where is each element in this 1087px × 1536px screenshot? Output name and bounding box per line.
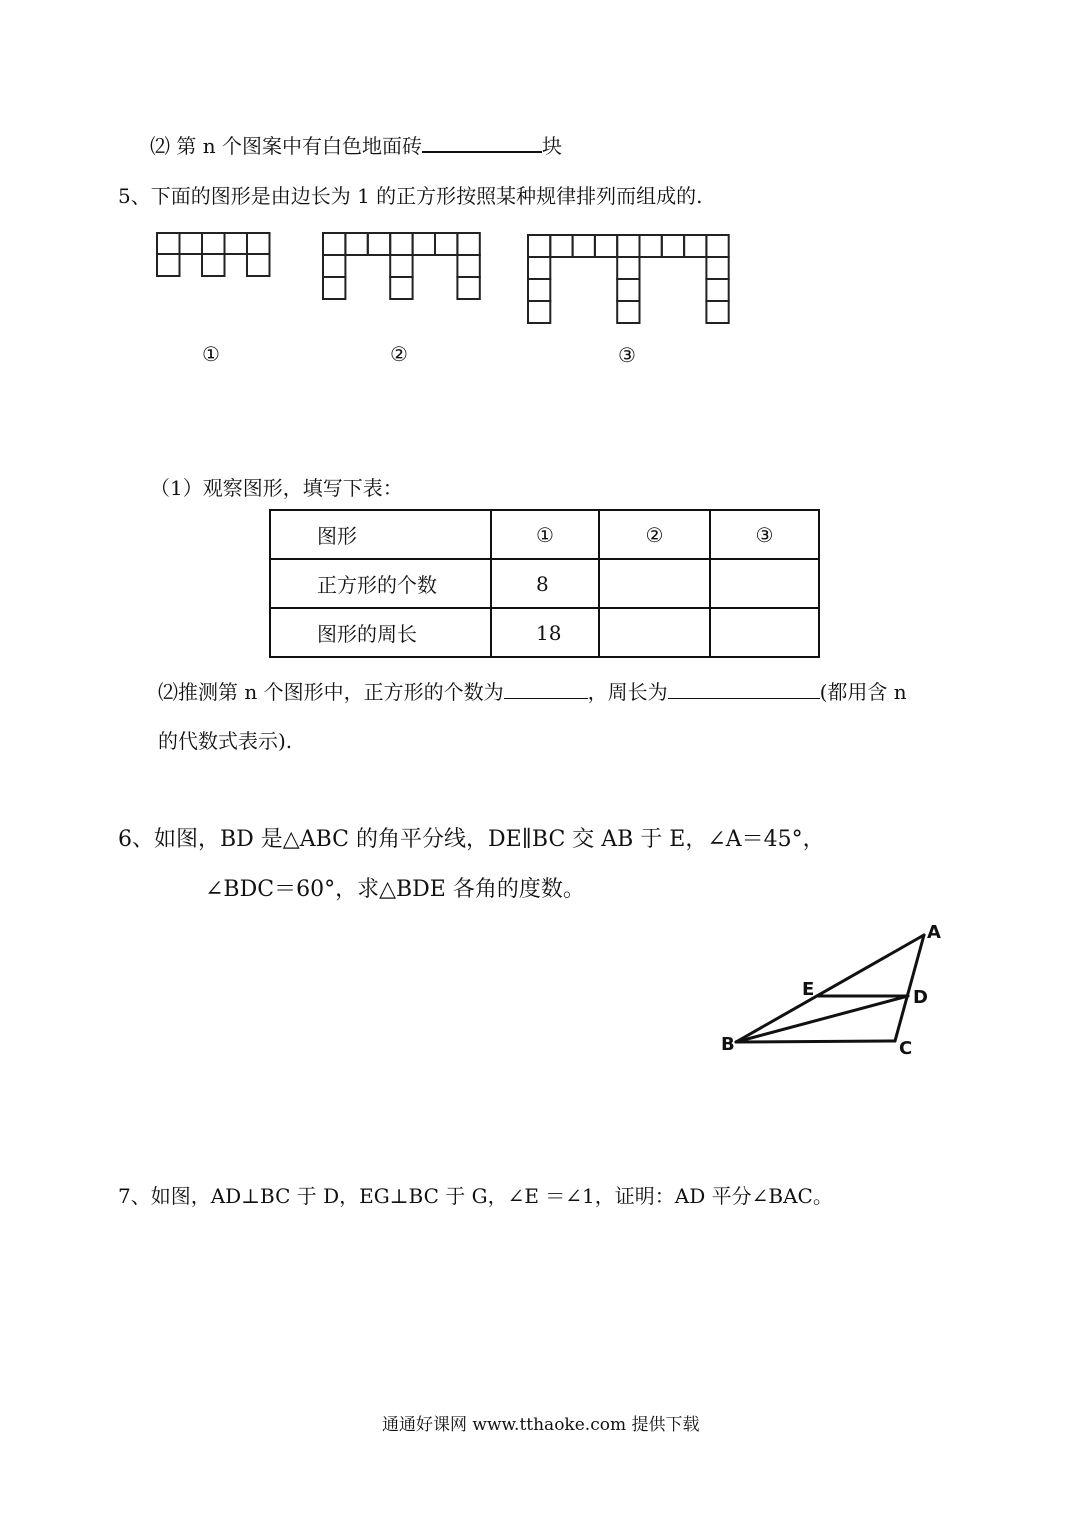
point-label-a: A (927, 922, 941, 943)
segment-bd (736, 996, 908, 1042)
q5-part2-text-a: ⑵推测第 n 个图形中，正方形的个数为 (158, 680, 504, 704)
q5-part2-text-b: ，周长为 (587, 680, 668, 704)
segment-ba (736, 935, 924, 1042)
table-header-cell: ③ (710, 510, 819, 559)
q5-intro: 5、下面的图形是由边长为 1 的正方形按照某种规律排列而组成的. (118, 184, 703, 208)
row-label: 正方形的个数 (270, 559, 491, 608)
table-header-cell: 图形 (270, 510, 491, 559)
table-cell: 18 (491, 608, 599, 657)
q4-part2-unit: 块 (541, 134, 562, 158)
q5-part1: （1）观察图形，填写下表： (150, 476, 403, 500)
segment-bc (736, 1041, 895, 1042)
q6-line2: ∠BDC＝60°，求△BDE 各角的度数。 (205, 877, 585, 902)
figure-label-3: ③ (618, 343, 636, 367)
q4-part2-text: ⑵ 第 n 个图案中有白色地面砖 (150, 134, 422, 158)
point-label-e: E (802, 979, 815, 1000)
table-header-cell: ② (599, 510, 710, 559)
figure-label-1: ① (202, 342, 220, 366)
q5-part2-line2: 的代数式表示). (158, 729, 293, 753)
figure-label-2: ② (390, 342, 408, 366)
q5-part2-text-c: (都用含 n (819, 680, 907, 704)
page-footer: 通通好课网 www.tthaoke.com 提供下载 (382, 1415, 700, 1435)
q7-line1: 7、如图，AD⊥BC 于 D，EG⊥BC 于 G，∠E ＝∠1，证明：AD 平分∠BAC。 (118, 1184, 833, 1208)
row-label: 图形的周长 (270, 608, 491, 657)
table-cell: 8 (491, 559, 599, 608)
point-label-b: B (721, 1034, 735, 1055)
q6-line1: 6、如图，BD 是△ABC 的角平分线，DE∥BC 交 AB 于 E，∠A＝45°， (118, 827, 825, 852)
point-label-c: C (899, 1038, 913, 1059)
table-header-cell: ① (491, 510, 599, 559)
point-label-d: D (913, 987, 928, 1008)
